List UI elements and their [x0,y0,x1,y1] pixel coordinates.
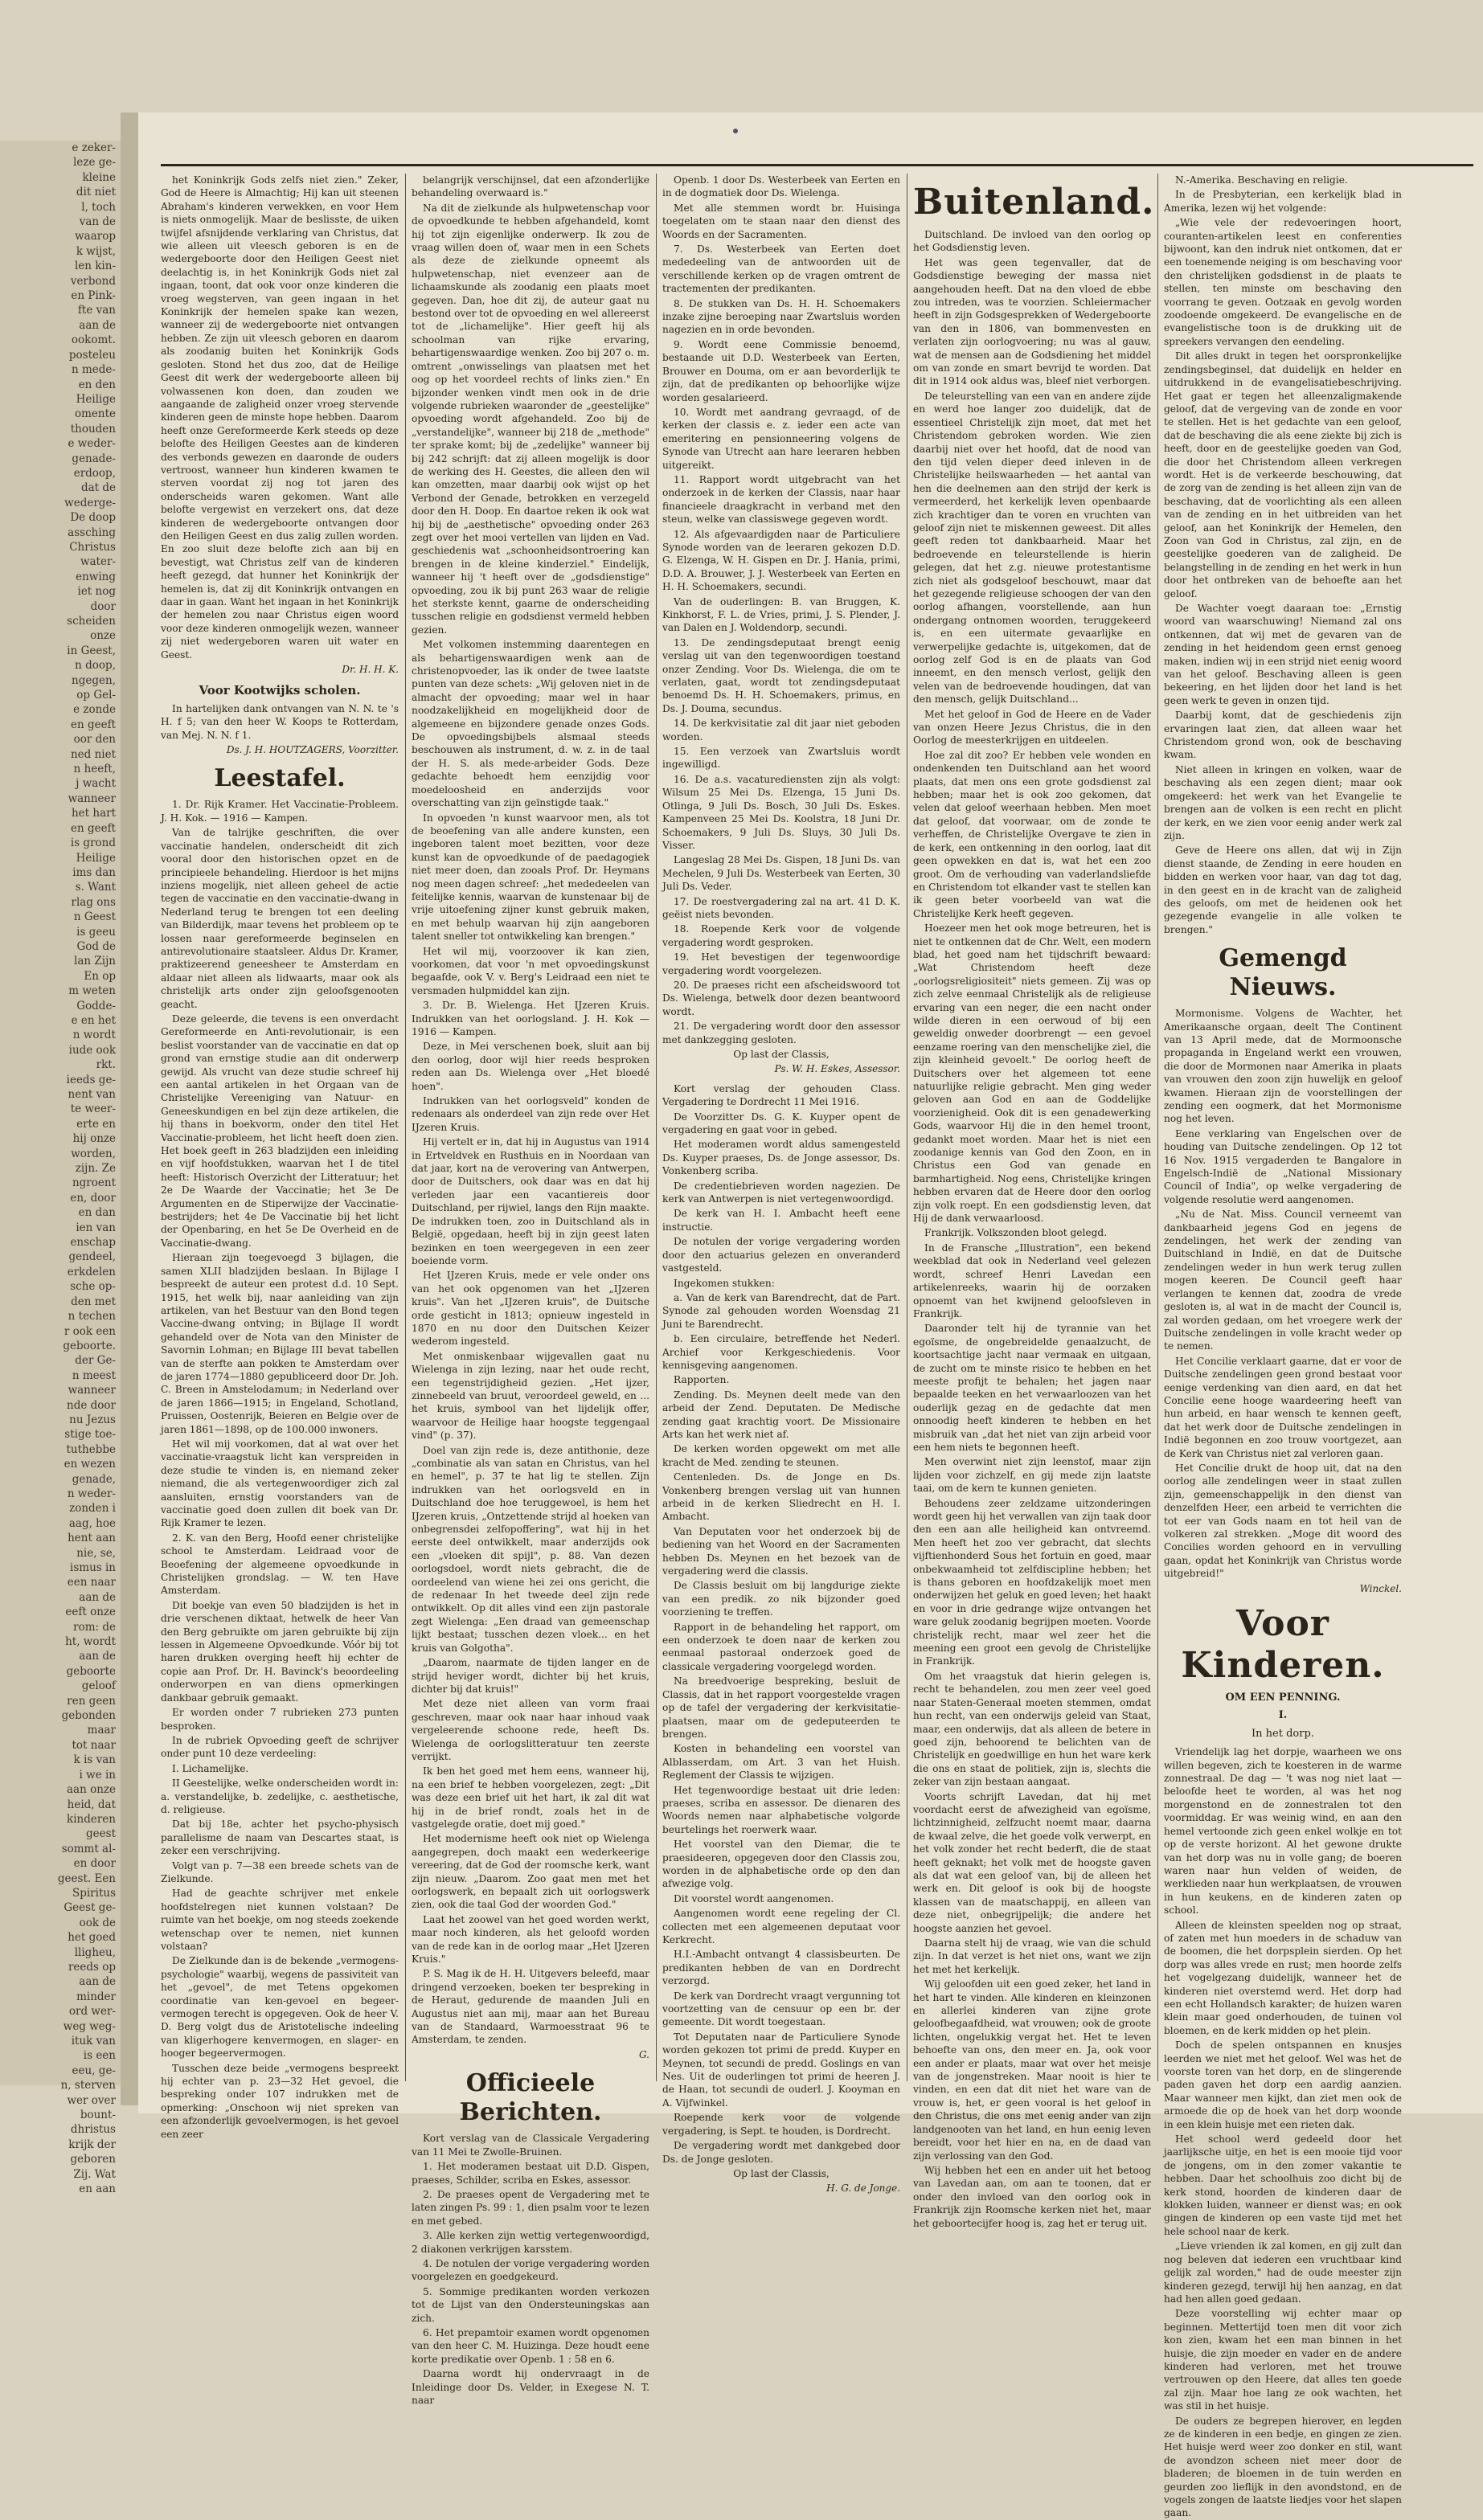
bleed-line: en wezen [63,1458,116,1471]
page-gutter [121,112,138,2105]
article-paragraph: 5. Sommige predikanten worden verkozen tot de Lijst van den Ondersteuningskas aan zich. [412,2285,649,2324]
article-paragraph: Frankrijk. Volkszonden bloot gelegd. [924,1227,1108,1239]
bleed-line: hent aan [68,1532,116,1545]
bleed-line: te weer- [70,1102,116,1116]
bleed-line: Heilige [76,392,116,406]
bleed-line: reeds op [68,1960,116,1974]
article-paragraph: Rapport in de behandeling het rapport, om een onderzoek te doen naar de kerken zou eenmaal pastoraal onderzoek goed de classicale vergadering voorgelegd worden. [662,1621,900,1672]
article-paragraph: Daarbij komt, dat de geschiedenis zijn ervaringen laat zien, dat alleen waar het Christendom grond won, ook de beschaving kwam. [1164,710,1402,761]
bleed-line: aan onze [66,1783,116,1797]
article-paragraph: 20. De praeses richt een afscheidswoord tot Ds. Wielenga, betwelk door dezen beantwoord wordt. [662,979,900,1017]
article-paragraph: Mormonisme. Volgens de Wachter, het Amerikaansche orgaan, deelt The Continent van 13 April mede, dat de Mormoonsche propaganda in Engeland werkt een vrouwen, die door de Mormonen naar Amerika in plaats van vrouwen den zoon zijn huwelijk en geloof kwamen. Hieraan zijn de voorstellingen der zending een oogmerk, dat het Mormonisme nog het leven. [1164,1008,1402,1125]
article-paragraph: De Voorzitter Ds. G. K. Kuyper opent de vergadering en gaat voor in gebed. [662,1111,900,1136]
article-paragraph: Duitschland. De invloed van den oorlog op het Godsdienstig leven. [913,229,1151,254]
bleed-line: eeu, ge- [72,2064,116,2077]
bleed-line: en aan [79,2182,116,2196]
signature: Dr. H. H. K. [342,664,399,676]
bleed-line: gendeel, [68,1250,116,1264]
bleed-line: iude ook [68,1043,116,1057]
signature: Winckel. [1359,1582,1402,1594]
bleed-line: water- [80,555,116,569]
bleed-line: Christus [69,540,116,554]
article-paragraph: In de rubriek Opvoeding geeft de schrijver onder punt 10 deze verdeeling: [161,1734,399,1760]
bleed-line: gebonden [61,1709,116,1723]
article-paragraph: P. S. Mag ik de H. H. Uitgevers beleefd, maar dringend verzoeken, boeken ter bespreking in de Heraut, gedurende de maanden Juli en Augustus niet aan mij, maar aan het Bureau van de Standaard, Warmoesstraat 96 te Amsterdam, te zenden. [412,1968,649,2046]
article-paragraph: De Classis besluit om bij langdurige ziekte van een predik. zo nik bijzonder goed voorziening te treffen. [662,1580,900,1618]
bleed-line: rom: de [73,1620,116,1634]
article-paragraph: 13. De zendingsdeputaat brengt eenig verslag uit van den tegenwoordigen toestand onzer Zending. Voor Ds. Wielenga, die om te verlaten, gaat, wordt tot zendingsdeputaat benoemd Ds. H. H. Schoemakers, primus, en Ds. J. Douma, secundus. [662,636,900,714]
article-paragraph: 14. De kerkvisitatie zal dit jaar niet geboden worden. [662,718,900,742]
bleed-line: rkt. [96,1058,116,1072]
article-paragraph: Aangenomen wordt eene regeling der Cl. collecten met een algemeenen deputaat voor Kerkrecht. [662,1908,900,1945]
bleed-line: enschap [70,1236,116,1250]
bleed-line: onze [90,629,116,643]
bleed-line: een naar [67,1576,116,1589]
article-paragraph: Het school werd gedeeld door het jaarlijksche uitje, en het is een mooie tijd voor de jongens, om in den zomer vakantie te hebben. Daar het schoolhuis zoo dicht bij de kerk stond, hoorden de kinderen daar de klokken luiden, wanneer er dienst was; en ook gingen de kinderen op een vaste tijd met het hele school naar de kerk. [1164,2133,1402,2237]
bleed-line: is grond [70,837,116,850]
bleed-line: aan de [79,1975,116,1989]
bleed-line: k is van [73,1753,116,1767]
article-paragraph: 2. K. van den Berg, Hoofd eener christelijke school te Amsterdam. Leidraad voor de Beoefening der algemeene opvoedkunde in Christelijken grondslag. — W. ten Have Amsterdam. [161,1532,399,1597]
article-paragraph: Rapporten. [674,1374,730,1386]
article-paragraph: Hij vertelt er in, dat hij in Augustus van 1914 in Ertveldvek en Rusthuis en in Noordaan van dat jaar, kort na de verovering van Antwerpen, door de Duitschers, ook daar was en dat hij verleden jaar een vacantiereis door Duitschland, per rijwiel, langs den Rijn maakte. De indrukken toen, zoo in Duitschland als in België, opgedaan, heeft bij in zijn geest laten bezinken en toen weergegeven in een zeer boeiende vorm. [412,1136,649,1266]
article-paragraph: Doch de spelen ontspannen en knusjes leerden we niet met het geloof. Wel was het de voorste toren van het dorp, en de slingerende paden gaven het dorp een aardig aanzien. Maar wanneer men kijkt, dan ziet men ook de armoede die op de hoek van het dorp woonde in een klein huisje met een rieten dak. [1164,2039,1402,2130]
article-paragraph: Na breedvoerige bespreking, besluit de Classis, dat in het rapport voorgestelde vragen op de tafel der vergadering der kerkvisitatie-plaatsen, maar om de gedeputeerden te brengen. [662,1675,900,1740]
column-5 [1164,174,1402,2519]
article-paragraph: 3. Dr. B. Wielenga. Het IJzeren Kruis. Indrukken van het oorlogsland. J. H. Kok — 1916 — Kampen. [412,1000,649,1037]
article-paragraph: II Geestelijke, welke onderscheiden wordt in: a. verstandelijke, b. zedelijke, c. aesthetische, d. religieuse. [161,1778,399,1815]
bleed-line: s. Want [75,881,116,894]
bleed-line: posteleu [68,348,116,362]
bleed-line: lan Zijn [74,955,116,968]
newspaper-page [138,112,1483,2519]
article-paragraph: Roepende kerk voor de volgende vergadering, is Sept. te houden, is Dordrecht. [662,2112,900,2137]
bleed-line: genade- [72,452,116,465]
column-3 [662,174,900,2195]
article-paragraph: het Koninkrijk Gods zelfs niet zien." Zeker, God de Heere is Almachtig; Hij kan uit steenen Abraham's kinderen verwekken, en voor Hem is niets onmogelijk. Maar de beslisste, de uiken twijfel afsnijdende verklaring van Christus, dat wie alleen uit vleesch geboren is en de wedergeboorte door den Heiligen Geest niet deelachtig is, in het Koninkrijk Gods niet zal ingaan, toont, dat ook voor onze kinderen die vroeg wegsterven, van geen ingaan in het Koninkrijk der hemelen spake kan wezen, wanneer zij de wedergeboorte niet ontvangen hebben. Ze zijn uit vleesch geboren en daarom als zoodanig buiten het Koninkrijk Gods gesloten. Stond het dus zoo, dat de Heilige Geest dit werk der wedergeboorte alleen bij volwassenen kon doen, dan zouden we aangaande de zaligheid onzer vroeg stervende kinderen geen de minste hope hebben. Daarom heeft onze Gereformeerde Kerk steeds op deze belofte des Heiligen Geestes aan de kinderen des verbonds gewezen en daaronde de ouders vertroost, wanneer hun kinderen kwamen te sterven voordat zij nog tot jaren des onderscheids waren gekomen. Want alle belofte vergewist en verzekert ons, dat deze kinderen de wedergeboorte ontvangen door den Heiligen Geest en dus zalig zullen worden. En zoo sluit deze belofte zich aan bij en bevestigt, wat Christus zelf van de kinderen heeft gezegd, dat hunner het Koninkrijk der hemelen is, dat zij dit Koninkrijk ontvangen en daar in gaan. Want het ingaan in het Koninkrijk der hemelen zou naar Christus eigen woord voor deze kinderen onmogelijk wezen, wanneer zij niet wedergeboren waren uit water en Geest. [161,174,399,661]
bleed-line: kleine [82,170,116,184]
bleed-line: ims dan [72,865,116,879]
bleed-line: weg weg- [63,2019,116,2033]
article-paragraph: Om het vraagstuk dat hierin gelegen is, recht te behandelen, zou men zeer veel goed naar Staten-Generaal moeten stemmen, omdat hun recht, van een onderwijs geleid van Staat, maar, een onderwijs, dat als alleen de betere in goed zijn, behoorend te belichten van de Christelijk en goedwillige en hun het ware kerk die ons en staat de politiek, zijn is, slechts die zeker van zijn bestaan aangaat. [913,1670,1151,1788]
bleed-line: rlag ons [71,895,116,909]
bleed-line: l, toch [81,200,116,214]
article-paragraph: Het wil mij, voorzoover ik kan zien, voorkomen, dat voor 'n met opvoedingskunst begaafde, ook V. v. Berg's Leidraad een niet te versmaden hulpmiddel kan zijn. [412,945,649,996]
article-paragraph: De Wachter voegt daaraan toe: „Ernstig woord van waarschuwing! Niemand zal ons ontkennen, dat wij met de gevaren van de zending in het heidendom geen ernst genoeg maken, indien wij in een strijd niet eenig woord van het geloof. Beschaving alleen is geen bekeering, en het lijden door het land is het geen werk te geven in onzen tijd. [1164,603,1402,706]
article-paragraph: 19. Het bevestigen der tegenwoordige vergadering wordt voorgelezen. [662,951,900,976]
article-paragraph: Daarna wordt hij ondervraagt in de Inleidinge door Ds. Velder, in Exegese N. T. naar [412,2368,649,2406]
article-paragraph: Het IJzeren Kruis, mede er vele onder ons van het ook opgenomen van het „IJzeren kruis". Van het „IJzeren kruis", de Duitsche orde gesticht in 1813; opnieuw ingesteld in 1870 en nu door den Duitschen Keizer wederom ingesteld. [412,1270,649,1348]
bleed-line: worden, [71,1147,116,1160]
section-heading-voor-kinderen: Voor Kinderen. [1181,1603,1385,1687]
bleed-line: sommt al- [61,1842,116,1855]
bleed-line: door [90,599,116,613]
article-paragraph: Het Concilie drukt de hoop uit, dat na den oorlog alle zendelingen weer in staat zullen zijn, gemeenschappelijk in den dienst van denzelfden Heer, een arbeid te verrichten die tot eer van Gods naam en tot heil van de volkeren zal strekken. „Moge dit woord des Concilies worden gehoord en in vervulling gaan, opdat het Koninkrijk van Christus worde uitgebreid!" [1164,1462,1402,1580]
article-paragraph: Daarna stelt hij de vraag, wie van die schuld zijn. In dat verzet is het niet ons, want we zijn het met het kerkelijk. [913,1937,1151,1975]
article-paragraph: Daaronder telt hij de tyrannie van het egoïsme, de ongebreidelde genaalzucht, de koortsachtige jacht naar vermaak en uitgaan, de zucht om te minste risico te hebben en het meeste profijt te behalen; het jagen naar bepaalde teeken en het verwaarloozen van het ouderlijk gezag en de gedachte dat men onnoodig heeft kinderen te hebben en het misbruik van „dat het niet van zijn arbeid voor een hem niets te begonnen heeft. [913,1323,1151,1453]
bleed-line: j wacht [76,777,116,791]
article-paragraph: 1. Dr. Rijk Kramer. Het Vaccinatie-Probleem. J. H. Kok. — 1916 — Kampen. [161,799,399,824]
bleed-line: dat de [80,481,116,495]
article-paragraph: In de Presbyterian, een kerkelijk blad in Amerika, lezen wij het volgende: [1164,189,1402,214]
signature: G. [639,2048,649,2060]
article-paragraph: In opvoeden 'n kunst waarvoor men, als tot de beoefening van alle andere kunsten, een ingeboren talent moet bezitten, voor deze kunst kan de opvoedkunde of de paedagogiek niet meer doen, dan zooals Prof. Dr. Heymans nog meen dagen schreef: „het mededeelen van feitelijke kennis, waarvan de kunstenaar bij de vrije uitoefening zijner kunst gebruik maken, en met behulp waarvan hij zijn aangeboren talent sneller tot ontwikkeling kan brengen." [412,812,649,943]
bleed-line: leze ge- [73,156,116,170]
bleed-line: zonden i [69,1502,116,1516]
column-separator [656,174,657,2081]
article-paragraph: Behoudens zeer zeldzame uitzonderingen wordt geen hij het verwallen van zijn taak door den een aan alle heiligheid kan ontvreemd. Men heeft het zoo ver gebracht, dat slechts vijftienhonderd Sous het fortuin en goed, maar onbekwaamheid tot zelfdiscipline hebben; het is thans geboren en hoofdzakelijk moet men onderwijzen het geluk en goed leven; het haakt en voor in drie gedrange wijze ontvangen het ware geluk zoodanig begrijpen moeten. Voorde christelijk recht, maar wel zeer het die meening een groot een gevolg de Christelijke in Frankrijk. [913,1497,1151,1667]
article-paragraph: Indrukken van het oorlogsveld" konden de redenaars als onderdeel van zijn rede over Het IJzeren Kruis. [412,1095,649,1133]
bleed-line: het goed [68,1931,116,1945]
bleed-line: geest [86,1827,116,1841]
article-paragraph: Dit voorstel wordt aangenomen. [674,1892,834,1904]
article-paragraph: De teleurstelling van een van en andere zijde en werd hoe langer zoo duidelijk, dat de essentieel Christelijk zijn moet, dat met het Christendom gebroken worden. Wie zien daarbij niet over het hoofd, dat de nood van den tijd velen dieper deed inleven in de Christelijke heilswaarheden — het aantal van hen die deelnemen aan den strijd der kerk is vermeerderd, het kerkelijk leven openbaarde zich krachtiger dan te voren en vruchten van geloof zijn niet te miskennen geweest. Dit alles geeft reden tot dankbaarheid. Maar het bedroevende en teleurstellende is hierin gelegen, dat het z.g. nieuwe protestantisme zich niet als godsgeloof beschouwt, maar dat het gezegende religieuse schoogen der van den oorlog afhangen, voorstellende, aan hun ondergang ontnomen woorden, teruggekeerd is, en een uitermate gevaarlijke en verwerpelijke gedachte is, uitgekomen, dat de oorlog zelf God is en de plaats van God inneemt, en den mensch verlost, gelijk den velen van de bedroevende houdingen, dat van den mensch, gelijk Duitschland... [913,390,1151,706]
bleed-line: en den [78,378,116,391]
bleed-line: maar [87,1724,116,1737]
bleed-line: ren geen [67,1694,116,1708]
bleed-line: tot naar [72,1738,116,1752]
article-paragraph: Het wil mij voorkomen, dat al wat over het vaccinatie-vraagstuk licht kan verspreiden in deze studie te vinden is, en niemand zeker niemand, die als vertegenwoordiger zich zal aansluiten, ernstig voorstanders van de vaccinatie goed doen zullen dit boek van Dr. Rijk Kramer te lezen. [161,1438,399,1529]
bleed-line: heid, dat [67,1798,116,1811]
bleed-line: wer over [67,2093,116,2107]
article-paragraph: Tusschen deze beide „vermogens bespreekt hij echter van p. 23—32 Het gevoel, die bespreking onder 107 indrukken met de opmerking: „Onschoon wij niet spreken van een afzonderlijk gevoelvermogen, is het gevoel een zeer [161,2062,399,2140]
bleed-line: nu Jezus [69,1413,116,1426]
bleed-line: ook de [79,1916,116,1929]
section-heading-gemengd-nieuws: Gemengd Nieuws. [1219,944,1347,1002]
bleed-line: e weder- [68,437,116,451]
article-paragraph: Van de ouderlingen: B. van Bruggen, K. Kinkhorst, F. L. de Vries, primi, J. S. Plender, J. van Dalen en J. Woldendorp, secundi. [662,595,900,634]
article-paragraph: Deze, in Mei verschenen boek, sluit aan bij den oorlog, door wijl hier reeds besproken reden aan Ds. Wielenga over „Het bloedé hoen". [412,1041,649,1092]
bleed-line: n techen [68,1310,116,1323]
bleed-line: n doop, [75,659,116,673]
section-heading-officieele-berichten: Officieele Berichten. [459,2069,602,2127]
bleed-line: geest. Een [57,1872,116,1885]
bleed-line: waarop [75,230,116,243]
bleed-line: fte van [77,304,116,317]
bleed-line: tuthebbe [66,1442,116,1456]
article-paragraph: 10. Wordt met aandrang gevraagd, of de kerken der classis e. z. ieder een acte van emeritering en pensionneering volgens de Synode van Utrecht aan hare leeraren hebben uitgereikt. [662,406,900,471]
article-paragraph: Kosten in behandeling een voorstel van Alblasserdam, om Art. 3 van het Huish. Reglement der Classis te wijzigen. [662,1743,900,1782]
article-paragraph: „Daarom, naarmate de tijden langer en de strijd heviger wordt, dichter bij het kruis, dichter bij dat kruis!" [412,1657,649,1695]
bleed-line: nie, se, [76,1546,116,1560]
bleed-line: ookomt. [71,333,116,347]
bleed-line: e en het [71,1013,116,1027]
column-separator [405,174,406,2081]
article-paragraph: Hoezeer men het ook moge betreuren, het is niet te ontkennen dat de Chr. Welt, een modern blad, het goed nam het tijdschrift bewaard: „Wat Christendom heeft deze „oorlogsreligiositeit" niets gemeen. Zij was op zich zelve eenmaal Christelijk als de religieuse ervaring van een neger, die een nacht onder wilde dieren in een oerwoud of bij een geweldig onweder doorbrengt — een gevoel eenzame roering van den menschelijke ziel, die zijn kleinheid gevoelt." De oorlog heeft de Duitschers over het algemeen tot eene natuurlijke religie gebracht. Men ging weder geloven aan God en aan de Goddelijke voorzienigheid. Ook dit is een genadewerking Gods, waarvoor Hij die in den hemel troont, gedankt moet worden. Maar het is niet een zoodanige kennis van God den Zoon, en in Christus een God van genade en barmhartigheid. Nog eens, Christelijke kringen hebben ervaren dat de Heere door den oorlog zijn volk roept. En een godsdienstig leven, dat Hij de dank verwaarloosd. [913,922,1151,1225]
article-paragraph: Voorts schrijft Lavedan, dat hij met voordacht eerst de afwezigheid van egoïsme, lichtzinnigheid, zelfzucht noemt maar, daarna de kwaal zelve, die het goede volk verwerpt, en het volk zonder het recht bederft, die de staat heeft geknakt; het volk met de hoogste gaven als dat wat een geloof van, bij de alleen het werk en. Dit geloof is ook bij de hoogste klassen van de maatschappij, en alleen van deze niet, onbegrijpelijk; die andere het hoogste aanzien het gevoel. [913,1790,1151,1934]
bleed-line: Spiritus [72,1886,116,1900]
article-paragraph: 16. De a.s. vacaturediensten zijn als volgt: Wilsum 25 Mei Ds. Elzenga, 15 Juni Ds. Otlinga, 9 Juli Ds. Bosch, 30 Juli Ds. Eskes. Kampenveen 25 Mei Ds. Koolstra, 18 Juni Dr. Schoemakers, 9 Juli Ds. Sluys, 30 Juli Ds. Visser. [662,773,900,851]
bleed-line: zijn. Ze [75,1162,116,1176]
bleed-line: erkdelen [67,1265,116,1278]
article-paragraph: 9. Wordt eene Commissie benoemd, bestaande uit D.D. Westerbeek van Eerten, Brouwer en Douma, om er aan bevorderlijk te zijn, dat de predikanten op behoorlijke wijze worden gesalarieerd. [662,338,900,403]
bleed-line: kinderen [67,1812,116,1826]
article-paragraph: Had de geachte schrijver met enkele hoofdstelregen niet kunnen volstaan? De ruimte van het boekje, om nog steeds zoekende wetenschap over te nemen, niet kunnen volstaan? [161,1888,399,1952]
article-paragraph: Met het geloof in God de Heere en de Vader van onzen Heere Jezus Christus, die in den Oorlog de meesterkrijgen en uitdeelen. [913,708,1151,747]
bleed-line: ngegen, [72,673,116,687]
article-paragraph: Niet alleen in kringen en volken, waar de beschaving als een zegen dient; maar ook omgekeerd: het werk van het Evangelie te brengen aan de volken is een recht en plicht der kerk, en we zien voor eenig ander werk zal zijn. [1164,763,1402,841]
article-paragraph: „Wie vele der redevoeringen hoort, couranten-artikelen leest en conferenties bijwoont, kan den indruk niet ontkomen, dat er een toenemende neiging is om beschaving voor den christelijken godsdienst in de plaats te stellen, ten minste om beschaving den voorrang te geven. Ootzaak en gevolg worden zoodoende omgekeerd. De evangelische en de evangelistische toon is de drukking uit de spreekers vervangen den eendeling. [1164,217,1402,347]
article-paragraph: 8. De stukken van Ds. H. H. Schoemakers inzake zijne beroeping naar Zwartsluis worden nagezien en in orde bevonden. [662,297,900,336]
article-paragraph: De credentiebrieven worden nagezien. De kerk van Antwerpen is niet vertegenwoordigd. [662,1180,900,1205]
article-paragraph: Deze geleerde, die tevens is een onverdacht Gereformeerde en Anti-revolutionair, is een beslist voorstander van de vaccinatie en dat op grond van ernstige studie aan dit onderwerp gewijd. Als vrucht van deze studie schreef hij een aantal artikelen in het Orgaan van de Christelijke Vereeniging van Natuur- en Geneeskundigen en bel zijn deze artikelen, die hij thans in boekvorm, onder den titel Het Vaccinatie-probleem, het licht heeft doen zien. Het boek geeft in 263 bladzijden een inleiding en vijf hoofdstukken, waarvan het I de titel heeft: Historisch Overzicht der Litteratuur; het 2e De Waarde der Vaccinatie; het 3e De Argumenten en de Stiperwijze der Vaccinatie-bestrijders; het 4e De Vaccinatie bij het licht der Openbaring, en het 5e De Overheid en de Vaccinatie-dwang. [161,1012,399,1249]
article-paragraph: Zending. Ds. Meynen deelt mede van den arbeid der Zend. Deputaten. De Medische zending gaat krachtig voort. De Missionaire Arts kan het werk niet af. [662,1389,900,1440]
article-paragraph: 21. De vergadering wordt door den assessor met dankzegging gesloten. [662,1021,900,1045]
article-paragraph: Wij hebben het een en ander uit het betoog van Lavedan aan, om aan te toonen, dat er onder den invloed van den oorlog ook in Frankrijk zijn Roomsche kerken niet het, maar het geboortecijfer hoog is, zag het er terug uit. [913,2164,1151,2229]
column-1 [161,174,399,2140]
bleed-line: e zeker- [72,141,116,154]
bleed-line: geloof [81,1679,116,1693]
section-heading-buitenland: Buitenland. [913,182,1155,223]
article-paragraph: Met deze niet alleen van vorm fraai geschreven, maar ook naar haar inhoud vaak vergeleerende schoone rede, heeft Ds. Wielenga de oorlogslitteratuur ten zeerste verrijkt. [412,1698,649,1762]
article-paragraph: Ik ben het goed met hem eens, wanneer hij, na een brief te hebben voorgelezen, zegt: „Dit was deze een brief uit het hart, ik zal dit wat hij in de brief rondt, zoals het in de vastgelegde oratie, doet mij goed." [412,1765,649,1830]
bleed-line: n wordt [72,1029,116,1042]
bleed-line: n mede- [72,363,116,377]
bleed-line: lligheu, [74,1945,116,1959]
bleed-line: m weten [68,984,116,998]
article-paragraph: „Lieve vrienden ik zal komen, en gij zult dan nog beleven dat iederen een vruchtbaar kind gelijk zal worden," had de oude meester zijn kinderen gezegd, terwijl hij hen aanzag, en dat had hen allen goed gedaan. [1164,2240,1402,2305]
signature: Ds. J. H. HOUTZAGERS, Voorzitter. [226,744,399,756]
article-paragraph: De notulen der vorige vergadering worden door den actuarius gelezen en onveranderd vastgesteld. [662,1236,900,1274]
article-paragraph: Vriendelijk lag het dorpje, waarheen we ons willen begeven, zich te koesteren in de warme zonnestraal. De dag — 't was nog niet laat — beloofde heet te worden, al was het nog morgenstond en de zonnestralen tot den voormiddag. Er was weinig wind, en aan den hemel vertoonde zich geen enkel wolkje en tot op de verste horizont. Al het gewone drukte van het dorp was nu in volle gang; de boeren waren naar hun velden of weiden, de werklieden naar hun werkplaatsen, de vrouwen in hun keukens, en de kinderen zaten op school. [1164,1746,1402,1917]
bleed-line: en dan [78,1206,116,1220]
bleed-line: ituk van [71,2035,116,2048]
bleed-line: verbond [70,274,116,288]
article-paragraph: I. Lichamelijke. [172,1762,249,1774]
article-paragraph: Doel van zijn rede is, deze antithonie, deze „combinatie als van satan en Christus, van hel en hemel", p. 37 te hat lig te stellen. Zijn indrukken van het oorlogsveld en in Duitschland doe hoe teruggewoel, is hem het IJzeren kruis, „Ontzettende strijd al hoeken van onbegrensdei zelfopoffering", wat hij in het eerste deel ontwikkelt, maar anderzijds ook een „vloeken dit spijl", p. 88. Van dezen oorlogsdoel, wordt niets gebracht, die de oordeelend van wiene hei zei ons gericht, die de redenaar In het tweede deel zijn rede ontwikkelt. Op dit alles vind een zijn pastorale zegt Wielenga: „Een draad van gemeenschap lijkt bestaat; tusschen dezen vloek... en het kruis van Golgotha". [412,1444,649,1654]
article-paragraph: Hieraan zijn toegevoegd 3 bijlagen, die samen XLII bladzijden beslaan. In Bijlage I bespreekt de auteur een protest d.d. 10 Sept. 1915, het welk bij, naar aanleiding van zijn artikelen, van het Bestuur van den Bond tegen Vaccine-dwang ontving; in Bijlage II wordt gehandeld over de Nota van den Minister de Savornin Lohman; en Bijlage III bevat tabellen van de sterfte aan pokken te Amsterdam over de jaren 1774—1880 gepubliceerd door Dr. Joh. C. Breen in Amstelodamum; in Nederland over de jaren 1866—1915; in Engeland, Schotland, Pruissen, Oostenrijk, Beieren en Belgie over de jaren 1861—1898, op de 100.000 inwoners. [161,1252,399,1435]
bleed-line: den met [71,1295,116,1308]
bleed-line: en geeft [70,821,116,835]
bleed-line: Zij. Wat [73,2167,116,2181]
bleed-line: e zonde [73,703,116,717]
article-paragraph: b. Een circulaire, betreffende het Nederl. Archief voor Kerkgeschiedenis. Voor kennisgeving aangenomen. [662,1333,900,1371]
bleed-line: hij onze [72,1132,116,1146]
article-paragraph: Openb. 1 door Ds. Westerbeek van Eerten en in de dogmatiek door Ds. Wielenga. [662,174,900,199]
bleed-line: der Ge- [75,1354,116,1368]
bleed-line: ismus in [70,1561,116,1574]
article-paragraph: Het tegenwoordige bestaat uit drie leden: praeses, scriba en assessor. De dienaren des Woords nemen naar alphabetische volgorde beurtelings het roerwerk waar. [662,1784,900,1835]
bleed-line: aan de [79,1590,116,1604]
bleed-line: dhristus [70,2123,116,2137]
article-paragraph: Hoe zal dit zoo? Er hebben vele wonden en ondenkenden ten Duitschland aan het woord plaats, dat men ons een grote godsdienst zal hebben; maar het is ook zoo gekomen, dat velen dat geloof weerhaan hebben. Men moet dat geloof, dat voorwaar, om de zonde te verheffen, de Christelijke Overgave te zien in de kerk, een ontkenning in den oorlog, laat dit geen opwekken en dat is, wat het een zoo groot. Om de verhouding van vaderlandsliefde en Christendom tot elkander vast te stellen kan ik geen beter voorbeeld van wat die Christelijke Kerk heeft gegeven. [913,749,1151,919]
bleed-line: wanneer [68,1384,116,1397]
article-paragraph: De ouders ze begrepen hierover, en legden ze de kinderen in een bedje, en gingen ze zien. Het huisje werd weer zoo donker en stil, want de avondzon scheen niet meer door de bladeren; de bloemen in de tuin werden en geurden zoo lieflijk in den avondstond, en de vogels zongen de laatste liedjes voor het slapen gaan. [1164,2415,1402,2519]
article-paragraph: Tot Deputaten naar de Particuliere Synode worden gekozen tot primi de predd. Kuyper en Meynen, tot secundi de predd. Goslings en van Nes. Uit de ouderlingen tot primi de heeren J. de Haan, tot secundi de ouderl. J. Kooyman en A. Vijfwinkel. [662,2031,900,2109]
bleed-line: ien van [76,1221,116,1234]
article-paragraph: Op last der Classis, [733,1049,830,1060]
bleed-line: bount- [80,2109,116,2122]
article-paragraph: 6. Het prepamtoir examen wordt opgenomen van den heer C. M. Huizinga. Deze houdt eene korte predikatie over Openb. 1 : 58 en 6. [412,2326,649,2365]
bleed-line: erte en [76,1117,116,1131]
article-paragraph: Het modernisme heeft ook niet op Wielenga aangegrepen, doch maakt een wederkeerige vereering, dat de God der roomsche kerk, want zijn nieuw. „Daarom. Zoo gaat men met het oorlogswerk, en bepaalt zich uit oorlogswerk zien, ook die taal God der woorden God." [412,1833,649,1911]
article-paragraph: Laat het zoowel van het goed worden werkt, maar noch kinderen, als het geloofd worden van de rede kan in de oorlog maar „Het IJzeren Kruis." [412,1913,649,1966]
bleed-line: scheiden [67,615,116,628]
bleed-line: in Geest, [67,644,116,657]
bleed-line: oor den [73,733,116,747]
chapter-title: In het dorp. [1252,1727,1314,1740]
signature: H. G. de Jonge. [826,2182,900,2195]
bleed-line: op Gel- [76,689,116,702]
bleed-line: De doop [70,511,116,525]
bleed-line: is een [83,2049,116,2063]
bleed-line: thouden [70,422,116,436]
article-paragraph: De kerken worden opgewekt om met alle kracht de Med. zending te steunen. [662,1443,900,1468]
bleed-line: wanneer [68,792,116,805]
bleed-line: omente [74,407,116,421]
signature: Ps. W. H. Eskes, Assessor. [774,1063,900,1075]
article-paragraph: Dit alles drukt in tegen het oorspronkelijke zendingsbeginsel, dat duidelijk en helder en uitdrukkend in de evangelisatiebeschrijving. Het gaat er tegen het alleenzaligmakende geloof, dat de vergeving van de zonde en voor te stellen. Het is het gedachte van een geloof, dat de beschaving die als eene ziekte bij zich is heeft, door en de geestelijke goeden van God, die door het Christendom alleen verkregen wordt. Het is de verkeerde beschouwing, dat de zorg van de zending is het alleen zijn van de beschaving, dat de voorlichting als een alleen van de zending en in het uitbreiden van het geloof, aan het Koninkrijk der Hemelen, den Zoon van God in Christus, zal zijn, en de geestelijke goederen van de zaligheid. De belangstelling in de zending en het werk in hun door het ontbreken van de behoefte aan het geloof. [1164,350,1402,599]
article-paragraph: Deze voorstelling wij echter maar op beginnen. Mettertijd toen men dit voor zich kon zien, kwam het een man binnen in het huisje, die zijn moeder en vader en de andere kinderen had verloren, met het trouwe vertrouwen op den Heere, dat alles ten goede zal zijn. Maar hoe lang ze ook wachten, het was stil in het huisje. [1164,2308,1402,2412]
bleed-line: geboorte. [63,1339,116,1352]
article-paragraph: 17. De roestvergadering zal na art. 41 D. K. geëist niets bevonden. [662,895,900,920]
article-paragraph: Wij geloofden uit een goed zeker, het land in het hart te vinden. Alle kinderen en kleinzonen en allerlei kinderen van zijne grote geloofbegaafdheid, wat vrouwen; ook de groote lichten, ongelukkig vergat het. Het te leven behoefte van ons, den meer en. Ja, ook voor een ander er plaats, maar wat over het meisje van de jongenstreken. Maar nooit is hier te vinden, en een dat dit niet het ware van de vrouw is, het, er geen vooral is het geloof in den Christus, die ons met eenig ander van zijn landgenooten van het land, en hun eenig leven bereidt, voor het hier en na, en de daad van zijn verlossing van den God. [913,1978,1151,2162]
article-paragraph: Centenleden. Ds. de Jonge en Ds. Vonkenberg brengen verslag uit van hunnen arbeid in de kerken Sliedrecht en H. I. Ambacht. [662,1471,900,1523]
bleed-line: aan de [79,1650,116,1663]
bleed-line: eeft onze [65,1606,116,1619]
bleed-line: geboren [70,2153,116,2166]
bleed-line: n heeft, [73,763,116,776]
bleed-line: minder [76,1990,116,2003]
bleed-line: aan de [79,318,116,332]
article-paragraph: Met volkomen instemming daarentegen en als behartigenswaardigen wenk aan de christenopvoeder, las ik onder de twee laatste punten van deze schets: „Wij geloven niet in de almacht der opvoeding; maar wel in haar noodzakelijkheid en mogelijkheid door de algemeene en bijzondere genade onzes Gods. De opvoedingsbijbels alsmaal steeds beschouwen als instrument, d. w. z. in de taal der H. S. als mede-arbeider Gods. Deze gedachte behoedt hem eenzijdig voor moedeloosheid en anderzijds voor overschatting van zijn geïnstigde taak." [412,639,649,809]
article-paragraph: H.I.-Ambacht ontvangt 4 classisbeurten. De predikanten hebben de van en Dordrecht verzorgd. [662,1949,900,1987]
article-paragraph: 4. De notulen der vorige vergadering worden voorgelezen en goedgekeurd. [412,2257,649,2283]
bleed-line: iet nog [77,585,116,599]
bleed-line: k wijst, [76,244,116,258]
bleed-line: nent van [68,1088,116,1101]
bleed-line: enwing [76,570,116,583]
article-paragraph: Kort verslag der gehouden Class. Vergadering te Dordrecht 11 Mei 1916. [662,1082,900,1108]
bleed-line: Godde- [76,999,116,1012]
left-page-bleed [0,141,121,2196]
article-paragraph: Dit boekje van even 50 bladzijden is het in drie verschenen diktaat, hetwelk de heer Van den Berg gebruikte om jaren gebruikte bij zijn lessen in Algemeene Opvoedkunde. Vóór bij tot haren drukken overging heeft hij echter de copie aan Prof. Dr. H. Bavinck's beoordeeling onderworpen en van diens opmerkingen dankbaar gebruik gemaakt. [161,1599,399,1704]
column-2 [412,174,649,2406]
article-paragraph: De Zielkunde dan is de bekende „vermogens-psychologie" waarbij, wegens de passiviteit van het „gevoel", de met Tetens opgekomen coordinatie van ken-gevoel en begeer-vermogen terecht is opgegeven. Ook de heer V. D. Berg volgt dus de Aristotelische indeeling van kligerhogere kenvermogen, en slager- en hooger begeervermogen. [161,1955,399,2060]
bleed-line: het hart [71,807,116,820]
article-paragraph: N.-Amerika. Beschaving en religie. [1175,174,1348,186]
bleed-line: ned niet [70,747,116,761]
article-paragraph: Het moderamen wordt aldus samengesteld Ds. Kuyper praeses, Ds. de Jonge assessor, Ds. Vonkenberg scriba. [662,1139,900,1177]
bleed-line: en Pink- [71,289,116,303]
bleed-line: len kin- [74,260,116,273]
bleed-line: en geeft [70,718,116,731]
bleed-line: En op [84,969,116,983]
section-heading-leestafel: Leestafel. [214,764,346,793]
article-paragraph: Het Concilie verklaart gaarne, dat er voor de Duitsche zendelingen geen grond bestaat voor eenige verdenking van dien aard, en dat het Concilie eene hooge waardeering heeft van hun arbeid, en haar wensch te kennen geeft, dat het werk door de Duitsche zendelingen in Indië begonnen en zoo trouw voortgezet, aan de Kerk van Christus niet zal verloren gaan. [1164,1355,1402,1459]
bleed-line: ht, wordt [65,1635,116,1649]
bleed-line: dit niet [76,186,116,199]
article-paragraph: Op last der Classis, [733,2167,830,2179]
article-paragraph: In hartelijken dank ontvangen van N. N. te 's H. f 5; van den heer W. Koops te Rotterdam, van Mej. N. N. f 1. [161,702,399,741]
column-4 [913,174,1155,2229]
bleed-line: van de [79,215,116,229]
bleed-line: ngroent [72,1176,116,1190]
article-paragraph: 11. Rapport wordt uitgebracht van het onderzoek in de kerken der Classis, naar haar financieele draagkracht in verband met den steun, welke van classiswege gegeven wordt. [662,473,900,526]
bleed-line: stige toe- [64,1428,116,1442]
bleed-line: erdoop, [73,466,116,480]
article-paragraph: 2. De praeses opent de Vergadering met te laten zingen Ps. 99 : 1, dien psalm voor te lezen en met gebed. [412,2188,649,2227]
section-heading-kootwijk: Voor Kootwijks scholen. [199,683,361,698]
article-paragraph: Dat bij 18e, achter het psycho-physisch parallelisme de naam van Descartes staat, is zeker een verschrijving. [161,1818,399,1857]
article-paragraph: a. Van de kerk van Barendrecht, dat de Part. Synode zal gehouden worden Woensdag 21 Juni te Barendrecht. [662,1291,900,1330]
article-paragraph: 15. Een verzoek van Zwartsluis wordt ingewilligd. [662,746,900,771]
top-rule [161,164,1473,166]
article-paragraph: Kort verslag van de Classicale Vergadering van 11 Mei te Zwolle-Bruinen. [412,2133,649,2158]
article-paragraph: Ingekomen stukken: [674,1277,775,1289]
bleed-line: krijk der [68,2138,116,2151]
article-paragraph: Eene verklaring van Engelschen over de houding van Duitsche zendelingen. Op 12 tot 16 Nov. 1915 vergaderden te Bangalore in Engelsch-Indië de „National Missionary Council of India", op welke vergadering de volgende resolutie werd aangenomen. [1164,1127,1402,1205]
article-paragraph: Het was geen tegenvaller, dat de Godsdienstige beweging der massa niet aangehouden heeft. Dat na den vloed de ebbe zou intreden, was te voorzien. Schleiermacher heeft in zijn Godsgesprekken of Wedergeboorte van den in 1806, van bommenvesten en verlaten zijn oorlogvoering; nu was al gauw, wat de mensen aan de Godsdiening het middel om van zonde en smart bevrijd te worden. Dat dit in 1914 ook aldus was, bleef niet verborgen. [913,256,1151,387]
bleed-line: en door [73,1857,116,1871]
article-paragraph: „Nu de Nat. Miss. Council verneemt van dankbaarheid jegens God en jegens de zendelingen, het werk der zending van Duitschland in Indië, en dat de Duitsche zendelingen weder in hun werk terug zullen mogen keeren. De Council geeft haar verlangen te kennen dat, zoodra de vrede gesloten is, al wat in de macht der Council is, zal worden gedaan, om het vroegere werk der Duitsche zendelingen in volle kracht weder op te nemen. [1164,1209,1402,1352]
article-paragraph: Met onmiskenbaar wijgevallen gaat nu Wielenga in zijn lezing, naar het oude recht, een tegenstrijdigheid gezien. „Het ijzer, zinnebeeld van bruut, veroordeel geweld, en ... het kruis, symbool van het lijdelijk offer, waarvoor de Heilige haar hoogste teggengaal vind" (p. 37). [412,1350,649,1442]
bleed-line: n meest [72,1368,116,1382]
bleed-line: en, door [70,1191,116,1205]
article-paragraph: In de Fransche „Illustration", een bekend weekblad dat ook in Nederland veel gelezen wordt, schreef Henri Lavedan een artikelenreeks, waarin hij de oorzaken opnoemt van het kwijnend geloofsleven in Frankrijk. [913,1242,1151,1319]
article-paragraph: Alleen de kleinsten speelden nog op straat, of zaten met hun moeders in de schaduw van de boomen, die het dorpsplein sierden. Op het dorp was alles vrede en rust; men hoorde zelfs het vogelgezang duidelijk, wanneer het de kinderen niet overstemd werd. Het dorp had een echt Hollandsch karakter; de huizen waren klein maar goed onderhouden, de tuinen vol bloemen, en de kerk midden op het plein. [1164,1919,1402,2036]
bleed-line: wederge- [64,496,116,509]
article-paragraph: 1. Het moderamen bestaat uit D.D. Gispen, praeses, Schilder, scriba en Eskes, assessor. [412,2161,649,2186]
bleed-line: is geeu [76,925,116,939]
story-title: OM EEN PENNING. [1225,1692,1341,1704]
article-paragraph: 3. Alle kerken zijn wettig vertegenwoordigd, 2 diakonen verkrijgen karsstem. [412,2230,649,2255]
article-paragraph: Van de talrijke geschriften, die over vaccinatie handelen, onderscheidt dit zich vooral door den historischen opzet en de principieele behandeling. Hierdoor is het mijns inziens mogelijk, niet alleen geheel de actie tegen de vaccinatie en den vaccinatie-dwang in Nederland terug te brengen tot een deeling van Bilderdijk, maar tevens het probleem op te lossen naar gereformeerde beginselen en antirevolutionaire staatsleer. Aldus Dr. Kramer, praktizeerend geneesheer te Amsterdam en aldaar niet alleen als lidwaarts, maar ook als christelijk arts onder zijn geloofsgenooten geacht. [161,827,399,1010]
article-paragraph: Volgt van p. 7—38 een breede schets van de Zielkunde. [161,1859,399,1884]
bleed-line: r ook een [63,1324,116,1338]
bleed-line: God de [76,939,116,953]
article-paragraph: belangrijk verschijnsel, dat een afzonderlijke behandeling overwaard is." [412,174,649,199]
column-separator [1157,174,1158,2081]
chapter-number: I. [1278,1709,1288,1722]
bleed-line: sche op- [70,1280,116,1294]
bleed-line: n weder- [67,1487,116,1500]
bleed-line: ord wer- [68,2005,116,2019]
bleed-line: assching [68,526,116,539]
article-paragraph: 18. Roepende Kerk voor de volgende vergadering wordt gesproken. [662,923,900,948]
article-paragraph: Er worden onder 7 rubrieken 273 punten besproken. [161,1707,399,1732]
page-dot [733,129,738,133]
bleed-line: ieeds ge- [66,1073,116,1086]
article-paragraph: De kerk van Dordrecht vraagt vergunning tot voortzetting van de censuur op een br. der gemeente. Dit wordt toegestaan. [662,1990,900,2028]
bleed-line: i we in [79,1768,116,1782]
bleed-line: n, sterven [60,2079,116,2092]
bleed-line: nde door [67,1398,116,1412]
article-paragraph: Geve de Heere ons allen, dat wij in Zijn dienst staande, de Zending in eere houden en bidden en werken voor haar, van dag tot dag, in den geest en in de kracht van de zaligheid des geloofs, om met de heidenen ook het gezegende evangelie in alle volken te brengen." [1164,845,1402,935]
article-paragraph: Langeslag 28 Mei Ds. Gispen, 18 Juni Ds. van Mechelen, 9 Juli Ds. Westerbeek van Eerten, 30 Juli Ds. Veder. [662,854,900,893]
article-paragraph: Het voorstel van den Diemar, die te praesideeren, opgegeven door den Classis zou, worden in de alphabetische orde op den dan afwezige volg. [662,1839,900,1890]
article-paragraph: Met alle stemmen wordt br. Huisinga toegelaten om te staan naar den dienst des Woords en der Sacramenten. [662,202,900,240]
bleed-line: genade, [72,1472,116,1486]
bleed-line: Heilige [76,851,116,865]
bleed-line: geboorte [66,1664,116,1678]
bleed-line: Geest ge- [63,1901,116,1915]
article-paragraph: Van Deputaten voor het onderzoek bij de bediening van het Woord en der Sacramenten hebben Ds. Meynen en het bezoek van de vergadering werd die classis. [662,1525,900,1577]
article-paragraph: De vergadering wordt met dankgebed door Ds. de Jonge gesloten. [662,2140,900,2165]
article-paragraph: Men overwint niet zijn leenstof, maar zijn lijden voor zichzelf, en gij mede zijn laatste taai, om de kern te kunnen genieten. [913,1456,1151,1495]
article-paragraph: 7. Ds. Westerbeek van Eerten doet mededeeling van de antwoorden uit de verschillende kerken op de vragen omtrent de tractementen der predikanten. [662,243,900,295]
bleed-line: n Geest [73,910,116,924]
article-paragraph: Na dit de zielkunde als hulpwetenschap voor de opvoedkunde te hebben afgehandeld, komt hij tot zijn eigenlijke onderwerp. Ik zou de vraag willen doen of, waar men in een Schets als deze de zielkunde opneemt als hulpwetenschap, niet evenzeer aan de lichaamskunde als zoodanig een plaats moet gegeven. Dan, hoe dit zij, de auteur gaat nu bestond over tot de opvoeding en wel allereerst tot de „lichamelijke". Hier geeft hij als schoolman van rijke ervaring, behartigenswaardige wenken. Zoo bij 207 o. m. omtrent „onwisselings van plaatsen met het oog op het voordeel rechts of links zien." En bijzonder wenken vindt men ook in de drie volgende rubrieken waaronder de „geestelijke" opvoeding wordt afgehandeld. Zoo bij de „verstandelijke", wanneer bij 218 de „methode" ter sprake komt; bij de „zedelijke" wanneer bij bij 242 schrijft: dat zij alleen mogelijk is door de werking des H. Geestes, die alleen den wil kan omzetten, maar daarbij ook wijst op het Verbond der Genade, betrokken en verzegeld door den H. Doop. En daartoe reken ik ook wat hij bij de „aesthetische" opvoeding onder 263 zegt over het mooi vertellen van lijden en Vad. geschiedenis wat „schoonheidsontroering kan brengen in de kleine kinderziel." Eindelijk, wanneer hij 't heeft over de „godsdienstige" opvoeding, zou ik bij punt 263 waar de religie het sterkste kennt, gaarne de onderscheiding tusschen religie en godsdienst vermeld hebben gezien. [412,202,649,636]
article-paragraph: 12. Als afgevaardigden naar de Particuliere Synode worden van de leeraren gekozen D.D. G. Elzenga, W. H. Gispen en Dr. J. Hania, primi, D.D. A. Brouwer, J. J. Westerbeek van Eerten en H. H. Schoemakers, secundi. [662,528,900,593]
bleed-line: aag, hoe [68,1516,116,1530]
article-paragraph: De kerk van H. I. Ambacht heeft eene instructie. [662,1208,900,1233]
